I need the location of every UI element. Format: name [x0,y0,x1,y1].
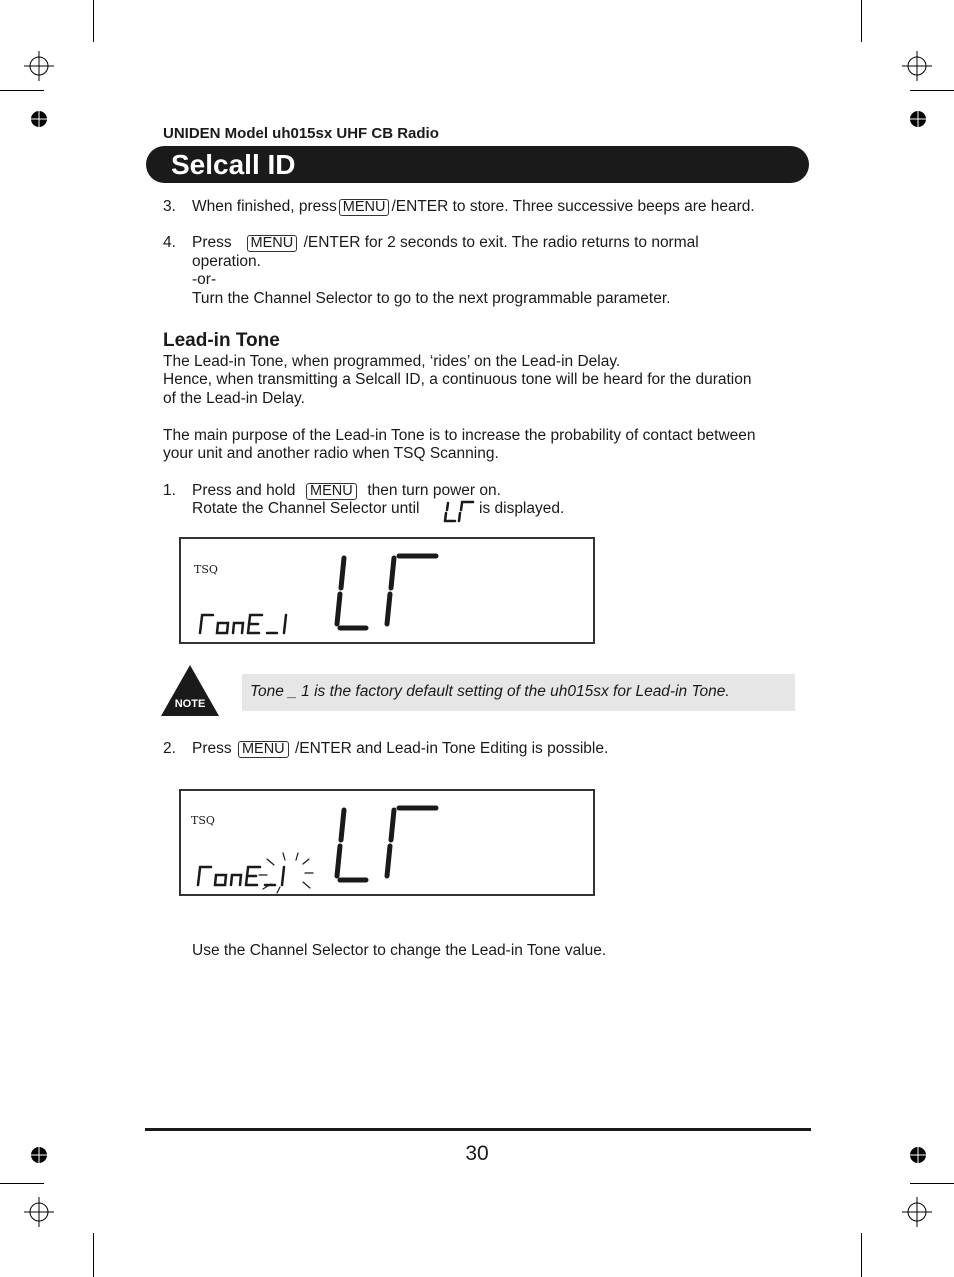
step-2-text [192,740,608,759]
registration-mark-icon [902,1197,932,1227]
step-number: 2. [163,740,176,757]
paragraph-line: The main purpose of the Lead-in Tone is to increase the probability of contact between [163,427,756,444]
step-text: Rotate the Channel Selector until [192,500,420,517]
subsection-heading: Lead-in Tone [163,330,280,351]
tsq-indicator: TSQ [191,814,215,827]
note-icon-label: NOTE [174,698,206,710]
step-text: /ENTER to store. Three successive beeps are heard. [391,198,755,215]
crop-mark [93,1233,94,1277]
lcd-display-editing [179,789,595,896]
registration-mark-icon [24,51,54,81]
crop-mark [861,0,862,42]
step-text: /ENTER and Lead-in Tone Editing is possible. [294,740,609,757]
menu-button-icon: MENU [339,199,390,216]
step-text: is displayed. [479,500,565,517]
crop-mark [0,90,44,91]
step-1-text [192,482,501,501]
step-text: Press and hold [192,482,296,499]
paragraph-line: Hence, when transmitting a Selcall ID, a continuous tone will be heard for the duration [163,371,752,388]
lcd-lt-large-icon [326,552,446,632]
paragraph-line: of the Lead-in Delay. [163,390,305,407]
document-header: UNIDEN Model uh015sx UHF CB Radio [163,125,439,142]
registration-dot-icon [909,110,927,128]
paragraph-line: your unit and another radio when TSQ Scanning. [163,445,499,462]
footer-rule [145,1128,811,1131]
registration-dot-icon [30,110,48,128]
lcd-tone1-segments-icon [197,611,297,637]
lcd-display [179,537,595,644]
blinking-indicator-icon [253,851,323,897]
step-text: then turn power on. [367,482,501,499]
crop-mark [910,90,954,91]
section-title: Selcall ID [171,149,296,180]
step-text: When finished, press [192,198,337,215]
step-number: 4. [163,234,176,251]
menu-button-icon: MENU [238,741,289,758]
step-number: 3. [163,198,176,215]
note-text: Tone _ 1 is the factory default setting of the uh015sx for Lead-in Tone. [250,683,730,700]
paragraph-line: The Lead-in Tone, when programmed, ‘rides’ on the Lead-in Delay. [163,353,621,370]
final-instruction: Use the Channel Selector to change the Lead-in Tone value. [192,942,607,959]
step-text: Press [192,234,232,251]
crop-mark [910,1183,954,1184]
lcd-lt-large-icon [326,804,446,884]
menu-button-icon: MENU [247,235,298,252]
step-3-text [192,198,755,217]
step-4-text [192,234,699,253]
menu-button-icon: MENU [306,483,357,500]
crop-mark [861,1233,862,1277]
step-text: Press [192,740,232,757]
page-number: 30 [465,1142,489,1165]
step-text: /ENTER for 2 seconds to exit. The radio returns to normal [303,234,699,251]
crop-mark [0,1183,44,1184]
registration-mark-icon [24,1197,54,1227]
step-number: 1. [163,482,176,499]
registration-mark-icon [902,51,932,81]
crop-mark [93,0,94,42]
tsq-indicator: TSQ [194,563,218,576]
lcd-lt-symbol-icon [443,500,475,524]
step-text: Turn the Channel Selector to go to the next programmable parameter. [192,290,671,307]
step-text: operation. [192,253,261,270]
step-text: -or- [192,271,217,288]
